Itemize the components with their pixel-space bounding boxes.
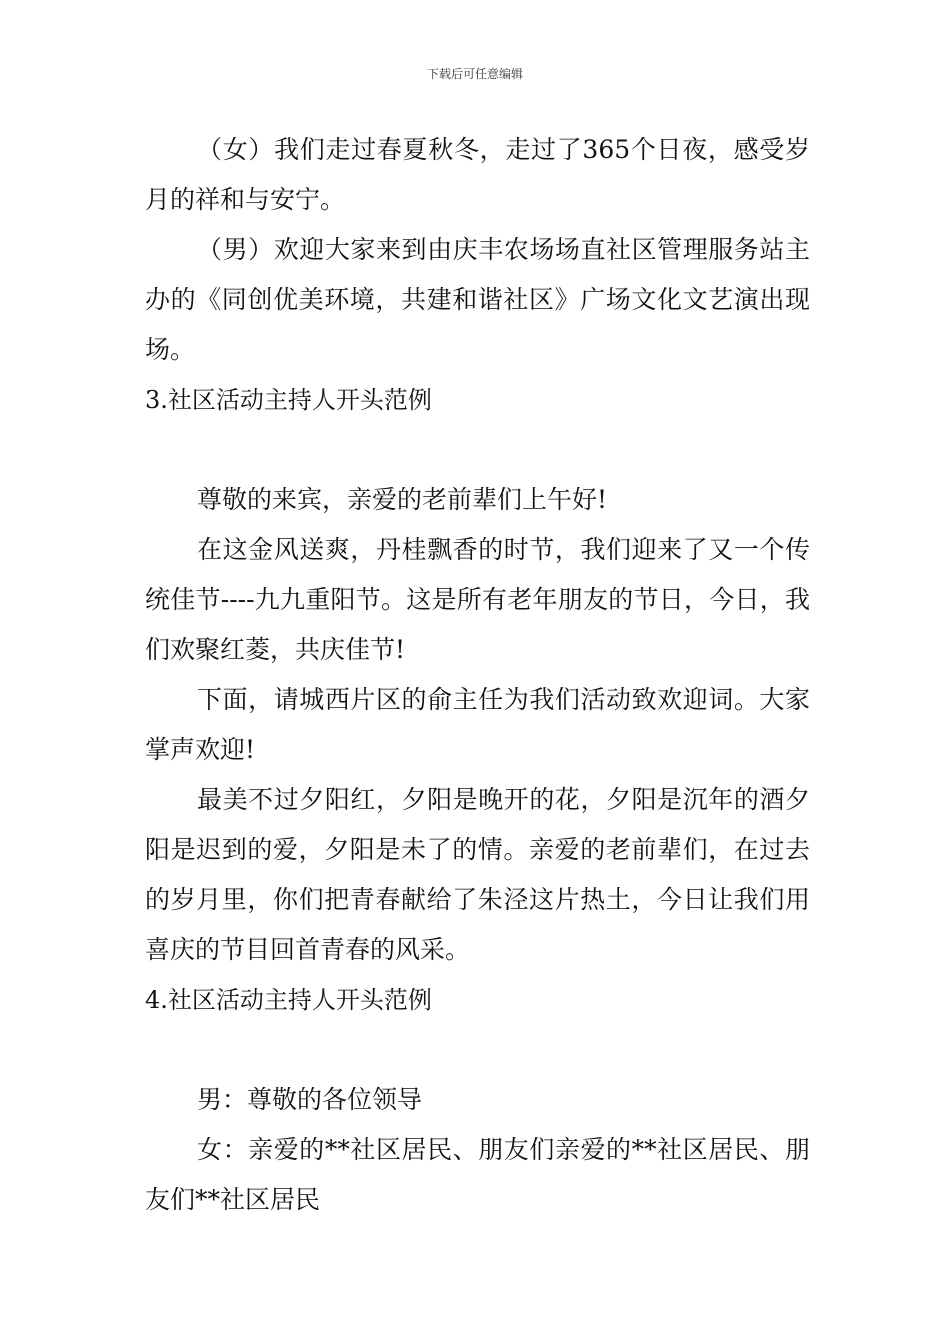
paragraph-female-residents: 女：亲爱的**社区居民、朋友们亲爱的**社区居民、朋友们**社区居民: [145, 1135, 810, 1214]
paragraph-double-ninth-festival: 在这金风送爽，丹桂飘香的时节，我们迎来了又一个传统佳节----九九重阳节。这是所有老年朋友的节日，今日，我们欢聚红菱，共庆佳节!: [145, 535, 810, 664]
section-heading-4: 4.社区活动主持人开头范例: [145, 986, 432, 1014]
paragraph-male-host-welcome: （男）欢迎大家来到由庆丰农场场直社区管理服务站主办的《同创优美环境，共建和谐社区》广场文化文艺演出现场。: [145, 235, 810, 364]
paragraph-male-leaders: 男：尊敬的各位领导: [197, 1085, 423, 1114]
page-header-note: 下载后可任意编辑: [426, 67, 523, 81]
paragraph-female-host-seasons: （女）我们走过春夏秋冬，走过了365个日夜，感受岁月的祥和与安宁。: [145, 135, 810, 214]
blank-line: [145, 425, 810, 475]
paragraph-sunset-poem: 最美不过夕阳红，夕阳是晚开的花，夕阳是沉年的酒夕阳是迟到的爱，夕阳是未了的情。亲爱的老前辈们，在过去的岁月里，你们把青春献给了朱泾这片热土，今日让我们用喜庆的节目回首青春的风采。: [145, 785, 810, 964]
paragraph-director-speech: 下面，请城西片区的俞主任为我们活动致欢迎词。大家掌声欢迎!: [145, 685, 810, 764]
blank-line: [145, 1025, 810, 1075]
section-heading-3: 3.社区活动主持人开头范例: [145, 386, 432, 414]
document-body: [145, 125, 810, 1225]
paragraph-greeting-guests: 尊敬的来宾，亲爱的老前辈们上午好!: [197, 485, 608, 514]
